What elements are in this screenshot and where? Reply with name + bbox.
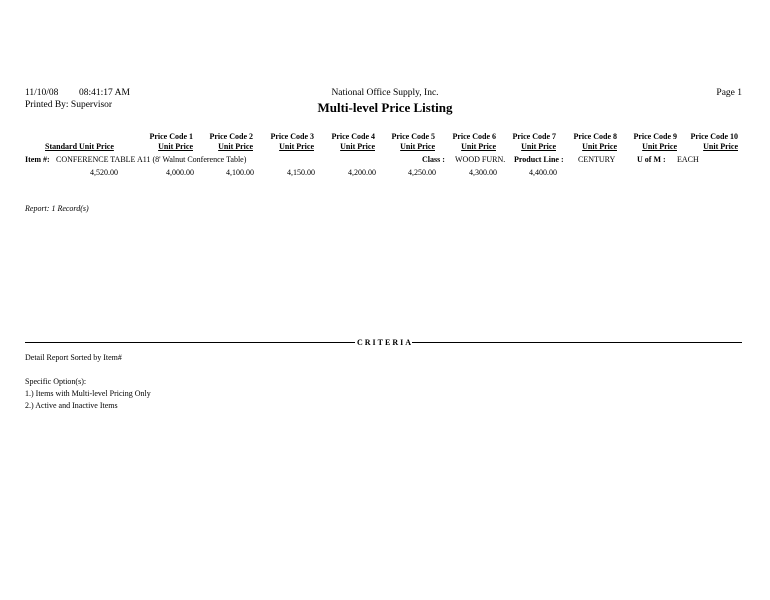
criteria-divider-left [25,342,355,343]
criteria-options-title: Specific Option(s): [25,377,87,386]
uom-label: U of M : [637,155,666,164]
col-price-code-9: Price Code 9 [633,132,677,141]
price-code-3-value: 4,150.00 [287,168,315,177]
price-code-6-value: 4,300.00 [469,168,497,177]
product-line-value: CENTURY [578,155,616,164]
criteria-option-1: 1.) Items with Multi-level Pricing Only [25,389,151,398]
price-standard: 4,520.00 [90,168,118,177]
report-summary: Report: 1 Record(s) [25,204,89,213]
col-price-code-10: Price Code 10 [690,132,738,141]
col-price-code-2: Price Code 2 [209,132,253,141]
price-code-4-value: 4,200.00 [348,168,376,177]
col-price-code-4: Price Code 4 [331,132,375,141]
item-value: CONFERENCE TABLE A11 (8' Walnut Conference Table) [56,155,247,164]
col-unit-price-8: Unit Price [582,142,617,151]
col-price-code-6: Price Code 6 [452,132,496,141]
criteria-option-2: 2.) Active and Inactive Items [25,401,118,410]
company-name: National Office Supply, Inc. [331,88,439,98]
col-price-code-3: Price Code 3 [270,132,314,141]
col-price-code-8: Price Code 8 [573,132,617,141]
class-label: Class : [422,155,445,164]
criteria-heading: CRITERIA [357,338,414,347]
class-value: WOOD FURN. [455,155,506,164]
col-price-code-5: Price Code 5 [391,132,435,141]
printed-by: Printed By: Supervisor [25,100,113,110]
item-label: Item #: [25,155,50,164]
col-unit-price-9: Unit Price [642,142,677,151]
col-price-code-1: Price Code 1 [149,132,193,141]
criteria-sorted: Detail Report Sorted by Item# [25,353,122,362]
report-date: 11/10/08 [25,88,59,98]
criteria-divider-right [412,342,742,343]
col-unit-price-5: Unit Price [400,142,435,151]
report-time: 08:41:17 AM [79,88,130,98]
col-unit-price-10: Unit Price [703,142,738,151]
col-unit-price-3: Unit Price [279,142,314,151]
uom-value: EACH [677,155,699,164]
product-line-label: Product Line : [514,155,564,164]
price-code-1-value: 4,000.00 [166,168,194,177]
report-title: Multi-level Price Listing [317,100,453,115]
col-unit-price-7: Unit Price [521,142,556,151]
col-unit-price-4: Unit Price [340,142,375,151]
price-code-7-value: 4,400.00 [529,168,557,177]
col-unit-price-6: Unit Price [461,142,496,151]
col-unit-price-1: Unit Price [158,142,193,151]
col-price-code-7: Price Code 7 [512,132,556,141]
col-unit-price-2: Unit Price [218,142,253,151]
page-number: Page 1 [716,88,742,98]
price-code-2-value: 4,100.00 [226,168,254,177]
col-standard-unit-price: Standard Unit Price [45,142,114,151]
price-code-5-value: 4,250.00 [408,168,436,177]
